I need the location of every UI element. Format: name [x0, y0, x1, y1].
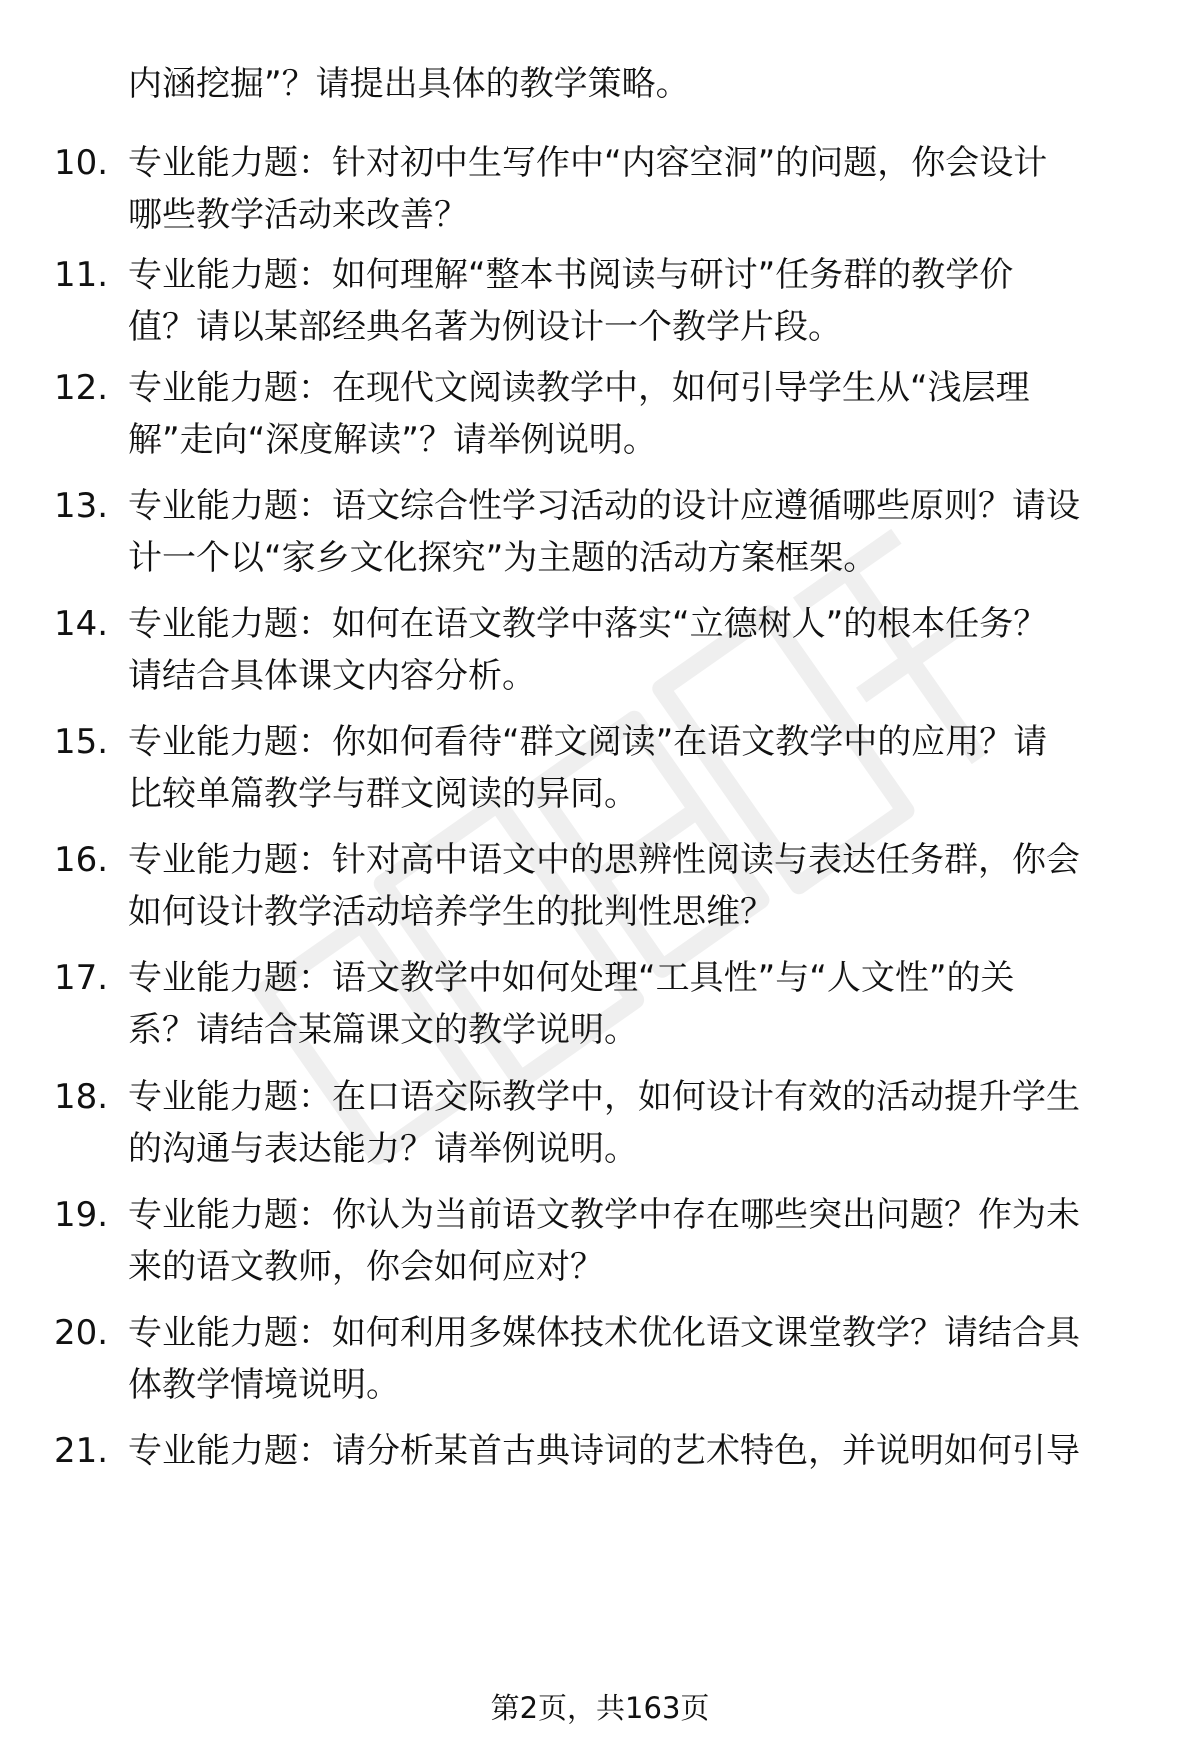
question-line: 专业能力题：你认为当前语文教学中存在哪些突出问题？作为未 — [128, 1195, 1080, 1235]
question-text — [128, 834, 1138, 938]
question-line: 解”走向“深度解读”？请举例说明。 — [128, 420, 657, 460]
question-line: 专业能力题：语文教学中如何处理“工具性”与“人文性”的关 — [128, 958, 1015, 998]
question-text — [128, 1071, 1138, 1175]
continued-question-text: 内涵挖掘”？请提出具体的教学策略。 — [128, 64, 690, 104]
question-line: 专业能力题：你如何看待“群文阅读”在语文教学中的应用？请 — [128, 722, 1048, 762]
question-line: 比较单篇教学与群文阅读的异同。 — [128, 774, 638, 814]
question-number: 15. — [54, 722, 109, 762]
question-text — [128, 137, 1138, 241]
question-text — [128, 249, 1138, 353]
question-line: 请结合具体课文内容分析。 — [128, 656, 536, 696]
page-footer: 第2页，共163页 — [490, 1691, 710, 1725]
question-line: 专业能力题：如何利用多媒体技术优化语文课堂教学？请结合具 — [128, 1313, 1080, 1353]
question-number: 13. — [54, 486, 109, 526]
question-number: 20. — [54, 1313, 109, 1353]
question-line: 体教学情境说明。 — [128, 1365, 400, 1405]
question-line: 专业能力题：针对初中生写作中“内容空洞”的问题，你会设计 — [128, 143, 1048, 183]
question-number: 10. — [54, 143, 109, 183]
question-text — [128, 1307, 1138, 1411]
question-line: 哪些教学活动来改善？ — [128, 195, 468, 235]
question-line: 专业能力题：如何理解“整本书阅读与研讨”任务群的教学价 — [128, 255, 1014, 295]
question-text — [128, 1425, 1138, 1477]
question-number: 16. — [54, 840, 109, 880]
question-line: 专业能力题：请分析某首古典诗词的艺术特色，并说明如何引导 — [128, 1431, 1080, 1471]
question-number: 21. — [54, 1431, 109, 1471]
question-number: 11. — [54, 255, 109, 295]
question-text — [128, 716, 1138, 820]
question-line: 值？请以某部经典名著为例设计一个教学片段。 — [128, 307, 842, 347]
question-number: 18. — [54, 1077, 109, 1117]
question-line: 专业能力题：语文综合性学习活动的设计应遵循哪些原则？请设 — [128, 486, 1080, 526]
question-line: 系？请结合某篇课文的教学说明。 — [128, 1010, 638, 1050]
question-line: 专业能力题：在口语交际教学中，如何设计有效的活动提升学生 — [128, 1077, 1080, 1117]
question-text — [128, 480, 1138, 584]
question-line: 来的语文教师，你会如何应对？ — [128, 1247, 604, 1287]
question-number: 19. — [54, 1195, 109, 1235]
question-text — [128, 598, 1138, 702]
question-line: 如何设计教学活动培养学生的批判性思维？ — [128, 892, 774, 932]
question-line: 计一个以“家乡文化探究”为主题的活动方案框架。 — [128, 538, 878, 578]
question-text — [128, 1189, 1138, 1293]
question-line: 专业能力题：在现代文阅读教学中，如何引导学生从“浅层理 — [128, 368, 1030, 408]
question-number: 14. — [54, 604, 109, 644]
question-line: 专业能力题：针对高中语文中的思辨性阅读与表达任务群，你会 — [128, 840, 1080, 880]
question-number: 12. — [54, 368, 109, 408]
question-line: 专业能力题：如何在语文教学中落实“立德树人”的根本任务？ — [128, 604, 1048, 644]
question-line: 的沟通与表达能力？请举例说明。 — [128, 1129, 638, 1169]
question-text — [128, 362, 1138, 466]
question-number: 17. — [54, 958, 109, 998]
question-text — [128, 952, 1138, 1056]
